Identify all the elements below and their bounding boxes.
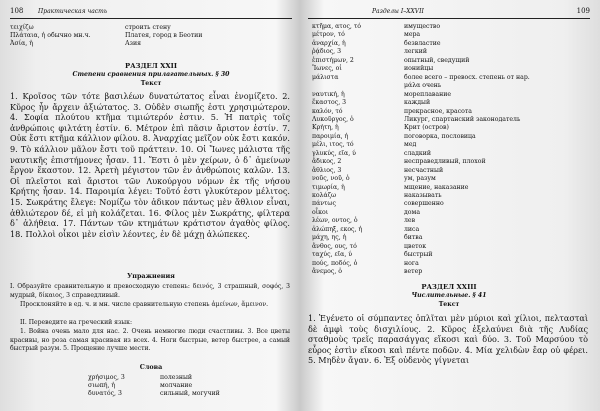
russian-meaning: лиса xyxy=(404,225,420,233)
greek-word: τιμωρία, ἡ xyxy=(312,183,345,191)
greek-word: μέτρον, τό xyxy=(312,31,345,39)
greek-word: ἀλώπηξ, εκος, ἡ xyxy=(312,225,363,233)
russian-meaning: мщение, наказание xyxy=(404,183,469,191)
greek-word: ἄθλιος, 3 xyxy=(312,166,342,174)
russian-meaning: μάλα очень xyxy=(404,82,442,90)
greek-word: Κρήτη, ἡ xyxy=(312,124,339,132)
russian-meaning: быстрый xyxy=(404,251,433,259)
greek-word: κτῆμα, ατος, τό xyxy=(312,23,362,30)
russian-meaning: безвластие xyxy=(404,39,441,47)
russian-meaning: лев xyxy=(404,217,416,225)
greek-word: ταχύς, εῖα, ύ xyxy=(312,251,353,259)
greek-word: πούς, ποδός, ὁ xyxy=(312,259,358,267)
russian-meaning: совершенно xyxy=(404,200,444,208)
russian-meaning: более всего – превосх. степень от нар. xyxy=(404,73,530,81)
russian-meaning: битва xyxy=(404,234,423,242)
section-title: РАЗДЕЛ XXII xyxy=(124,62,178,70)
russian-meaning: несчастный xyxy=(404,166,444,174)
russian-meaning: наказывать xyxy=(404,192,442,199)
greek-word: ναυτική, ἡ xyxy=(312,90,345,98)
russian-meaning: мера xyxy=(404,31,421,39)
exercise-1b: Просклоняйте в ед. ч. и мн. числе сравнительную степень ἀμείνων, ἄμεινον. xyxy=(20,301,269,308)
greek-word: ἀναρχία, ἡ xyxy=(312,39,346,47)
greek-word: πάντως xyxy=(312,200,336,208)
russian-meaning: прекрасное, красота xyxy=(404,107,472,115)
greek-word: ῥᾴδιος, 3 xyxy=(312,48,342,56)
russian-meaning: несправедливый, плохой xyxy=(404,158,486,166)
russian-meaning: поговорка, пословица xyxy=(404,132,476,140)
section-subtitle: Числительные. § 41 xyxy=(411,292,487,299)
greek-word: ἕκαστος, 3 xyxy=(312,99,347,107)
russian-meaning: каждый xyxy=(404,99,431,107)
greek-word: μέλι, ιτος, τό xyxy=(312,141,354,149)
greek-word: νοῦς, νοῦ, ὁ xyxy=(312,175,350,183)
greek-word: ἄνεμος, ὁ xyxy=(312,268,343,276)
greek-word: ἄνθος, ους, τό xyxy=(312,242,357,250)
greek-word: κολάζω xyxy=(312,192,337,199)
exercise-2-text: 1. Война очень мало для нас. 2. Очень немногие люди счастливы. 3. Все цветы красивы, но роза самая красивая из всех. 4. Ноги быстрые, ветер быстрее, а самый быстрый разум. 5. Прощение лучше мести. xyxy=(10,328,290,353)
left-page: 108 Практическая часть τειχίζω строить стену Πλάταια, ἡ обычно мн.ч. Платея, город в Беотии Ἀσία, ἡ Азия РАЗДЕЛ XXII Степени сравнения прилагательных. § 30 Текст 1. Κροῖσος τῶν τότε βασιλέων δυνατώτατος εἶναι ἐνομίζετο. 2. Κῦρος ἦν ἄρχειν ἀξιώτατος. 3. Οὐδὲν σιωπῆς ἐστι χρησιμώτερον. 4. Σοφία πλούτου κτῆμα τιμιώτερόν ἐστιν. 5. Ἡ πατρὶς τοῖς ἀνθρώποις φιλτάτη ἐστίν. 6. Μέτρον ἐπὶ πᾶσιν ἄριστον ἐστίν. 7. Οὐκ ἔστι κτῆμα κάλλιον φίλου. 8. Ἀναρχίας μεῖζον οὐκ ἔστι κακόν. 9. Τὸ κάλλιον μᾶλον ἔστι τοῦ πράττειν. 10. Οἱ Ἴωνες μάλιστα τῆς ναυτικῆς ἐπιστήμονες ἦσαν. 11. Ἔστι ὁ μὲν χείρων, ὁ δ᾽ ἀμείνων ἔργον ἕκαστον. 12. Ἀρετὴ μέγιστον τῶν ἐν ἀνθρώποις καλῶν. 13. Οἱ πλεῖστοι καὶ ἄριστοι τῶν Λυκούργου νόμων ἐκ τῆς νήσου Κρήτης ἦσαν. 14. Παροιμία λέγει: Τοῦτό ἐστι γλυκύτερον μέλιτος. 15. Σωκράτης ἔλεγε: Νομίζω τὸν ἀδικον πάντως μὲν ἄθλιον εἶναι, ἀθλιώτερον δέ, εἰ μὴ κολάζεται. 16. Φίλος μὲν Σωκράτης, φίλτερα δ᾽ ἀλήθεια. 17. Πάντων τῶν κτημάτων κράτιστον ἀγαθὸς φίλος. 18. Πολλοὶ οἶκοι μὲν εἰσὶν λέοντες, ἐν δὲ μάχῃ ἀλώπεκες. Упражнения I. Образуйте сравнительную и превосходную степень: δεινός, 3 страшный, σοφός, 3 мудрый, δίκαιος, 3 справедливый. Просклоняйте в ед. ч. и мн. числе сравнительную степень ἀμείνων, ἄμεινον. II. Переведите на греческий язык: 1. Война очень мало для нас. 2. Очень немногие люди счастливы. 3. Все цветы красивы, но роза самая красивая из всех. 4. Ноги быстрые, ветер быстрее, а самый быстрый разум. 5. Прощение лучше мести. Слова χρήσιμος, 3 полезный σιωπή, ἡ молчание δυνατός, 3 сильный, могучий xyxy=(10,7,290,397)
page-number: 109 xyxy=(576,7,590,15)
russian-meaning: мед xyxy=(404,141,417,149)
text-label: Текст xyxy=(438,301,460,308)
russian-meaning: мореплавание xyxy=(404,90,451,98)
right-page xyxy=(308,0,590,411)
greek-word: οἶκοι xyxy=(312,208,329,216)
russian-meaning: нога xyxy=(404,259,419,267)
section-title: РАЗДЕЛ XXIII xyxy=(421,283,477,291)
russian-meaning: легкий xyxy=(404,48,427,56)
russian-meaning: сладкий xyxy=(404,149,432,157)
exercise-1: I. Образуйте сравнительную и превосходную степень: δεινός, 3 страшный, σοφός, 3 мудрый, δίκαιος, 3 справедливый. xyxy=(10,283,290,299)
russian-meaning: имущество xyxy=(404,23,441,30)
exercises-title: Упражнения xyxy=(127,272,175,280)
text-label: Текст xyxy=(140,80,162,87)
greek-word: Λυκοῦργος, ὁ xyxy=(312,115,354,123)
greek-word: μάχη, ης, ἡ xyxy=(312,234,347,242)
greek-text: 1. Ἐγένετο οἱ σύμπαντες ὁπλῖται μὲν μύριοι καὶ χίλιοι, πελτασταὶ δὲ ἀμφὶ τοὺς δισχιλίους. 2. Κῦρος ἐξελαύνει διὰ τῆς Λυδίας σταθμοὺς τρεῖς παρασάγγας εἴκοσι καὶ δύο. 3. Τοῦ Μαρσύου τὸ εὖρος ἐστὶν εἴκοσι καὶ πέντε ποδῶν. 4. Μία χελιδὼν ἔαρ οὐ φέρει. 5. Μηδὲν ἄγαν. 6. Ἐξ οὐδενὸς γίγνεται xyxy=(308,313,588,366)
russian-meaning: ионийцы xyxy=(404,65,434,73)
greek-word: καλόν, τό xyxy=(312,107,343,115)
greek-word: παροιμία, ἡ xyxy=(312,132,349,140)
greek-word: ἐπιστήμων, 2 xyxy=(312,56,354,64)
running-title: Разделы I–XXVII xyxy=(372,8,424,15)
section-subtitle: Степени сравнения прилагательных. § 30 xyxy=(72,71,230,78)
greek-word: μάλιστα xyxy=(312,73,339,81)
russian-meaning: Ликург, спартанский законодатель xyxy=(404,115,521,123)
russian-meaning: ветер xyxy=(404,268,423,276)
page-number: 108 xyxy=(10,7,24,15)
russian-meaning: цветок xyxy=(404,242,427,250)
greek-word: γλυκύς, εῖα, ύ xyxy=(312,149,356,157)
russian-meaning: дома xyxy=(404,208,421,216)
words-title: Слова xyxy=(139,363,163,371)
right-page-header xyxy=(308,8,590,19)
russian-meaning: Крит (остров) xyxy=(404,124,449,132)
greek-text: 1. Κροῖσος τῶν τότε βασιλέων δυνατώτατος εἶναι ἐνομίζετο. 2. Κῦρος ἦν ἄρχειν ἀξιώτατος. 3. Οὐδὲν σιωπῆς ἐστι χρησιμώτερον. 4. Σοφία πλούτου κτῆμα τιμιώτερόν ἐστιν. 5. Ἡ πατρὶς τοῖς ἀνθρώποις φιλτάτη ἐστίν. 6. Μέτρον ἐπὶ πᾶσιν ἄριστον ἐστίν. 7. Οὐκ ἔστι κτῆμα κάλλιον φίλου. 8. Ἀναρχίας μεῖζον οὐκ ἔστι κακόν. 9. Τὸ κάλλιον μᾶλον ἔστι τοῦ πράττειν. 10. Οἱ Ἴωνες μάλιστα τῆς ναυτικῆς ἐπιστήμονες ἦσαν. 11. Ἔστι ὁ μὲν χείρων, ὁ δ᾽ ἀμείνων ἔργον ἕκαστον. 12. Ἀρετὴ μέγιστον τῶν ἐν ἀνθρώποις καλῶν. 13. Οἱ πλεῖστοι καὶ ἄριστοι τῶν Λυκούργου νόμων ἐκ τῆς νήσου Κρήτης ἦσαν. 14. Παροιμία λέγει: Τοῦτό ἐστι γλυκύτερον μέλιτος. 15. Σωκράτης ἔλεγε: Νομίζω τὸν ἀδικον πάντως μὲν ἄθλιον εἶναι, ἀθλιώτερον δέ, εἰ μὴ κολάζεται. 16. Φίλος μὲν Σωκράτης, φίλτερα δ᾽ ἀλήθεια. 17. Πάντων τῶν κτημάτων κράτιστον ἀγαθὸς φίλος. 18. Πολλοὶ οἶκοι μὲν εἰσὶν λέοντες, ἐν δὲ μάχῃ ἀλώπεκες. xyxy=(10,91,290,239)
running-title: Практическая часть xyxy=(38,8,108,15)
russian-meaning: опытный, сведущий xyxy=(404,56,470,64)
greek-word: λέων, οντος, ὁ xyxy=(312,217,358,225)
greek-word: Ἴωνες, οἱ xyxy=(312,65,342,73)
russian-meaning: ум, разум xyxy=(404,175,436,183)
left-page-header xyxy=(10,8,292,19)
exercise-2-title: II. Переведите на греческий язык: xyxy=(20,319,133,326)
greek-word: ἄδικος, 2 xyxy=(312,158,342,166)
